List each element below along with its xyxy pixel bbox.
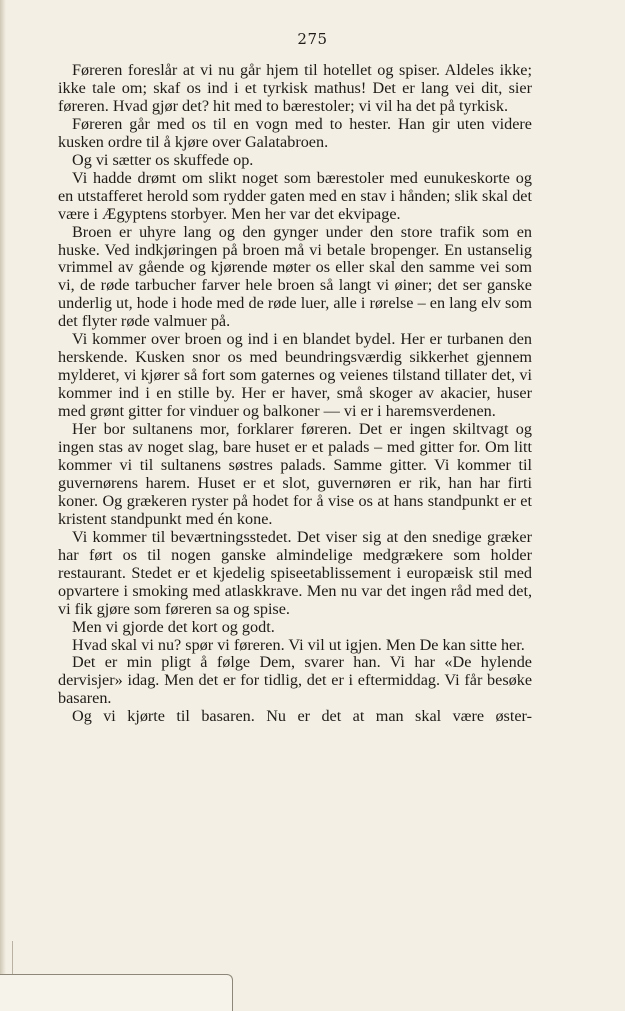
paragraph: Og vi kjørte til basaren. Nu er det at man skal være øster- (72, 707, 532, 726)
paragraph: Hvad skal vi nu? spør vi føreren. Vi vil ut igjen. Men De kan sitte her. (72, 635, 525, 654)
body-text (58, 62, 532, 726)
scan-bottom-tab (0, 974, 233, 1011)
paragraph: Broen er uhyre lang og den gynger under den store trafik som en huske. Ved indkjøringen på broen må vi betale bropenger. En ustanselig vrimmel av gående og kjørende møter os eller skal den samme vei som vi, de røde tarbucher farver hele broen så langt vi øiner; det ser ganske underlig ut, hode i hode med de røde luer, alle i rørelse – en lang elv som det flyter røde valmuer på. (58, 222, 532, 331)
paragraph: Men vi gjorde det kort og godt. (72, 617, 275, 636)
paragraph: Her bor sultanens mor, forklarer føreren. Det er ingen skiltvagt og ingen stas av noget slag, bare huset er et palads – med gitter for. Om litt kommer vi til sultanens søstres palads. Samme gitter. Vi kommer til guvernørens harem. Huset er et slot, guvernøren er rik, han har firti koner. Og grækeren ryster på hodet for å vise os at hans standpunkt er et kristent standpunkt med én kone. (58, 420, 532, 528)
paragraph: Vi hadde drømt om slikt noget som bærestoler med eunukeskorte og en utstafferet herold som rydder gaten med en stav i hånden; slik skal det være i Ægyptens storbyer. Men her var det ekvipage. (58, 168, 532, 223)
paragraph: Føreren foreslår at vi nu går hjem til hotellet og spiser. Aldeles ikke; ikke tale om; skaf os ind i et tyrkisk mathus! Det er lang vei dit, sier føreren. Hvad gjør det? hit med to bærestoler; vi vil ha det på tyrkisk. (58, 61, 532, 115)
paragraph: Vi kommer til beværtningsstedet. Det viser sig at den snedige græker har ført os til nogen ganske almindelige medgrækere som holder restaurant. Stedet er et kjedelig spiseetablissement i europæisk stil med opvartere i smoking med atlaskkrave. Men nu var det ingen råd med det, vi fik gjøre som føreren sa og spise. (58, 527, 532, 618)
paragraph: Vi kommer over broen og ind i en blandet bydel. Her er turbanen den herskende. Kusken snor os med beundringsværdig sikkerhet gjennem mylderet, vi kjører så fort som gaternes og veienes tilstand tillater det, vi kommer ind i en stille by. Her er haver, små skoger av akacier, huser med grønt gitter for vinduer og balkoner — vi er i haremsverdenen. (58, 330, 532, 421)
page-number: 275 (297, 30, 328, 48)
paragraph: Og vi sætter os skuffede op. (72, 150, 254, 169)
page-binding-edge (0, 0, 6, 1011)
paragraph: Føreren går med os til en vogn med to hester. Han gir uten videre kusken ordre til å kjøre over Galatabroen. (58, 114, 532, 151)
paragraph: Det er min pligt å følge Dem, svarer han. Vi har «De hylende dervisjer» idag. Men det er for tidlig, det er i eftermiddag. Vi får besøke basaren. (58, 653, 532, 708)
